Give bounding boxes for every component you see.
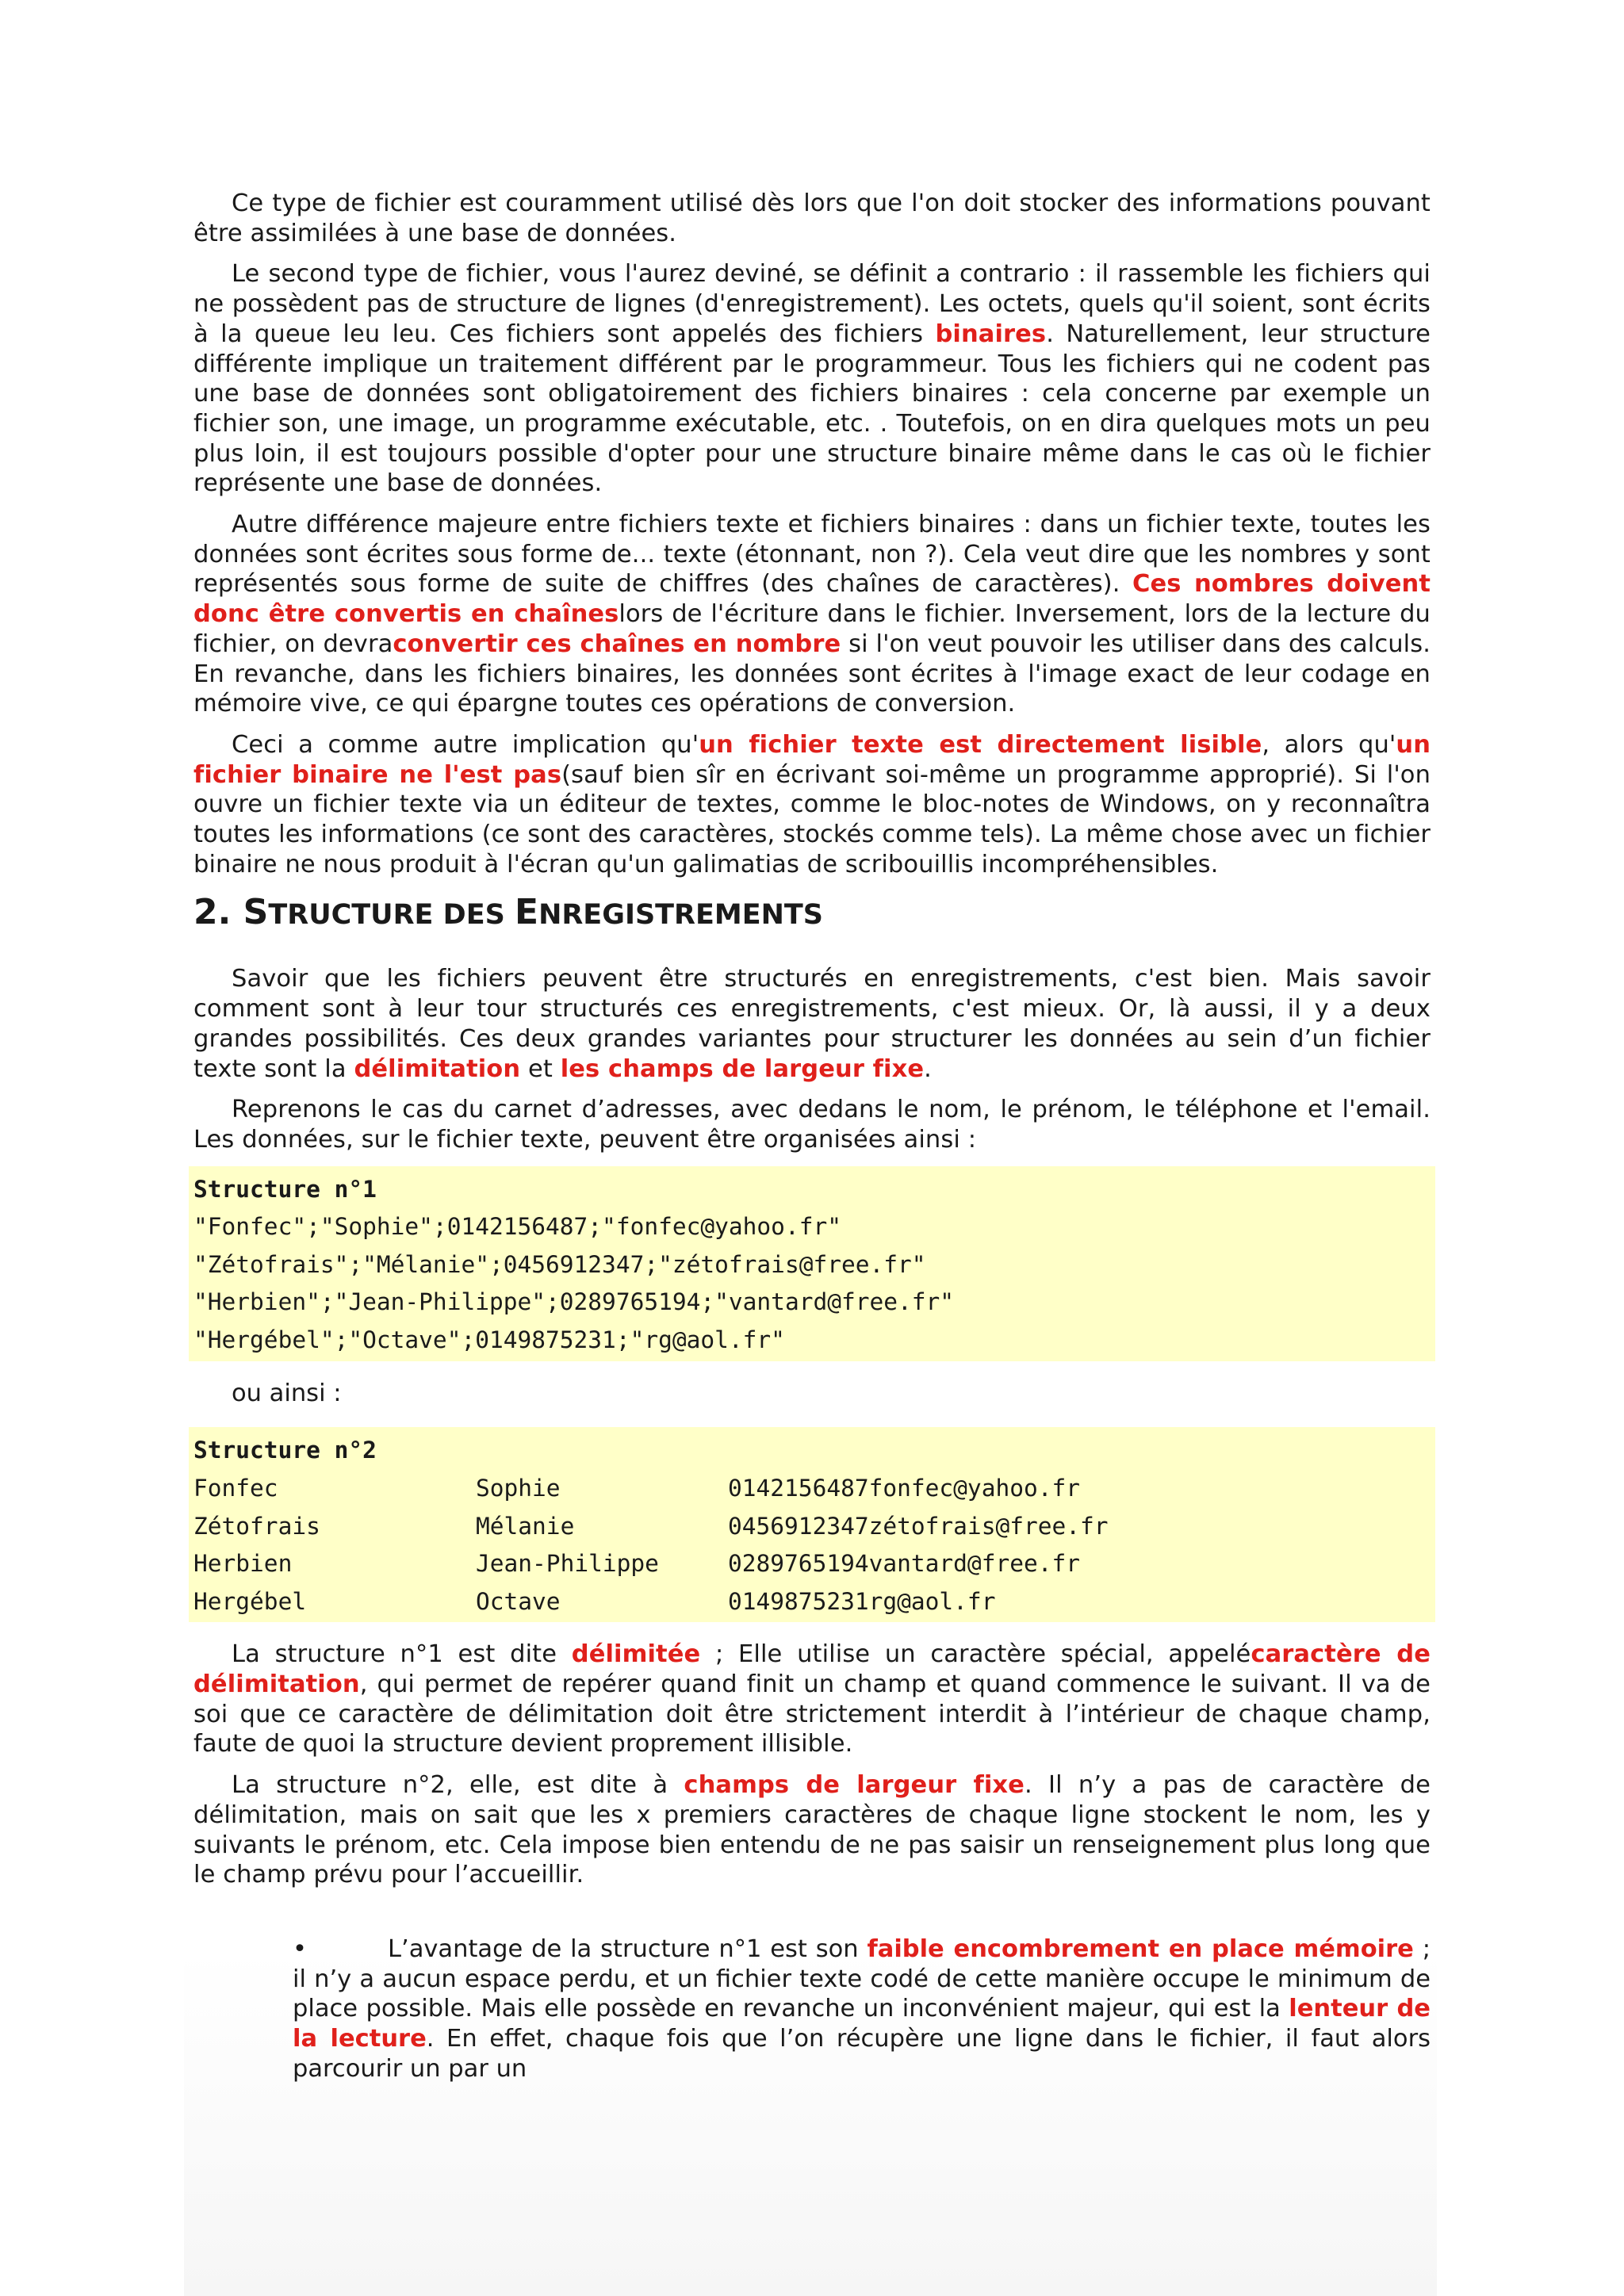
- paragraph: [193, 510, 1431, 719]
- text-run: L’avantage de la structure n°1 est son: [388, 1934, 868, 1963]
- code-row: [193, 1470, 1431, 1508]
- field-reste: 0456912347zétofrais@free.fr: [728, 1512, 1109, 1540]
- highlighted-term: Ces nombres doivent donc être convertis en chaînes: [193, 570, 1431, 629]
- text-run: (sauf bien sîr en écrivant soi-même un programme approprié). Si l'on ouvre un fichier texte via un éditeur de textes, comme le bloc-notes de Windows, on y reconnaîtra toutes les informations (ce sont des caractères, stockés comme tels). La même chose avec un fichier binaire ne nous produit à l'écran qu'un galimatias de scribouillis incompréhensibles.: [193, 760, 1431, 878]
- text-run: Ce type de fichier est couramment utilisé dès lors que l'on doit stocker des informations pouvant être assimilées à une base de données.: [193, 189, 1431, 247]
- code-line: "Fonfec";"Sophie";0142156487;"fonfec@yahoo.fr": [193, 1213, 841, 1241]
- section-number: 2.: [193, 892, 232, 933]
- structure2-title: Structure n°2: [193, 1437, 377, 1464]
- paragraph: [193, 189, 1431, 248]
- code-row: [193, 1583, 1431, 1621]
- field-prenom: Mélanie: [476, 1512, 575, 1540]
- field-reste: 0149875231rg@aol.fr: [728, 1587, 996, 1615]
- text-run: Ceci a comme autre implication qu': [232, 730, 699, 759]
- text-run: La structure n°2, elle, est dite à: [232, 1771, 684, 1800]
- text-run: ; Elle utilise un caractère spécial, appelé: [700, 1640, 1251, 1669]
- field-reste: 0142156487fonfec@yahoo.fr: [728, 1474, 1081, 1502]
- highlighted-term: délimitée: [571, 1640, 701, 1669]
- text-run: ; il n’y a aucun espace perdu, et un fichier texte codé de cette manière occupe le minimum de place possible. Mais elle possède en revanche un inconvénient majeur, qui est la: [293, 1934, 1431, 2023]
- highlighted-term: binaires: [935, 320, 1047, 348]
- paragraph: [193, 730, 1431, 880]
- intro-paragraphs: [193, 189, 1431, 879]
- field-prenom: Sophie: [476, 1474, 561, 1502]
- section-heading: [193, 890, 1431, 937]
- highlighted-term: caractère de délimitation: [193, 1640, 1431, 1699]
- field-prenom: Jean-Philippe: [476, 1550, 659, 1578]
- field-nom: Fonfec: [193, 1474, 278, 1502]
- text-run: . Naturellement, leur structure différente implique un traitement différent par le programmeur. Tous les fichiers qui ne codent pas une base de données sont obligatoirement des fichiers binaires : cela concerne par exemple un fichier son, une image, un programme exécutable, etc. . Toutefois, on en dira quelques mots un peu plus loin, il est toujours possible d'opter pour une structure binaire même dans le cas où le fichier représente une base de données.: [193, 320, 1431, 498]
- text-run: Savoir que les fichiers peuvent être structurés en enregistrements, c'est bien. Mais savoir comment sont à leur tour structurés ces enregistrements, c'est mieux. Or, là aussi, il y a deux grandes possibilités. Ces deux grandes variantes pour structurer les données au sein d’un fichier texte sont la: [193, 965, 1431, 1083]
- text-run: Reprenons le cas du carnet d’adresses, avec dedans le nom, le prénom, le téléphone et l'email. Les données, sur le fichier texte, peuvent être organisées ainsi :: [193, 1096, 1431, 1154]
- structure-paragraphs: [193, 964, 1431, 1154]
- highlighted-term: un fichier binaire ne l'est pas: [193, 730, 1431, 789]
- bullet-icon: •: [293, 1934, 307, 1963]
- ou-ainsi-text: ou ainsi :: [232, 1379, 342, 1407]
- highlighted-term: champs de largeur fixe: [684, 1771, 1025, 1800]
- code-row: [193, 1508, 1431, 1546]
- text-run: Le second type de fichier, vous l'aurez deviné, se définit a contrario : il rassemble les fichiers qui ne possèdent pas de structure de lignes (d'enregistrement). Les octets, quels qu'il soient, sont écrits à la queue leu leu. Ces fichiers sont appelés des fichiers: [193, 260, 1431, 348]
- highlighted-term: lenteur de la lecture: [293, 1995, 1431, 2053]
- code-row: [193, 1545, 1431, 1583]
- bullet-text: [293, 1935, 1431, 2083]
- field-nom: Zétofrais: [193, 1512, 320, 1540]
- paragraph: [193, 1770, 1431, 1890]
- field-nom: Herbien: [193, 1550, 293, 1578]
- section-title-part: TRUCTURE DES: [268, 899, 515, 932]
- paragraph: [193, 964, 1431, 1084]
- text-run: . En effet, chaque fois que l’on récupère une ligne dans le fichier, il faut alors parcourir un par un: [293, 2025, 1431, 2083]
- paragraph: [193, 1095, 1431, 1154]
- field-reste: 0289765194vantard@free.fr: [728, 1550, 1081, 1578]
- code-line: "Hergébel";"Octave";0149875231;"rg@aol.fr": [193, 1326, 785, 1354]
- field-nom: Hergébel: [193, 1587, 307, 1615]
- section-title-initial: S: [243, 892, 269, 933]
- text-run: , alors qu': [1262, 730, 1396, 759]
- section-title-initial: E: [515, 892, 539, 933]
- highlighted-term: faible encombrement en place mémoire: [867, 1934, 1414, 1963]
- highlighted-term: un fichier texte est directement lisible: [699, 730, 1262, 759]
- text-run: , qui permet de repérer quand finit un champ et quand commence le suivant. Il va de soi que ce caractère de délimitation doit être strictement interdit à l’intérieur de chaque champ, faute de quoi la structure devient proprement illisible.: [193, 1670, 1431, 1758]
- bullet-item: [293, 1934, 1431, 2084]
- field-prenom: Octave: [476, 1587, 561, 1615]
- document-content: [193, 189, 1431, 2084]
- text-run: et: [520, 1054, 561, 1083]
- paragraph: [193, 1640, 1431, 1759]
- paragraph: [193, 259, 1431, 499]
- text-run: . Il n’y a pas de caractère de délimitation, mais on sait que les x premiers caractères de chaque ligne stockent le nom, les y suivants le prénom, etc. Cela impose bien entendu de ne pas saisir un renseignement plus long que le champ prévu pour l’accueillir.: [193, 1771, 1431, 1889]
- code-line: "Zétofrais";"Mélanie";0456912347;"zétofrais@free.fr": [193, 1250, 926, 1278]
- highlighted-term: convertir ces chaînes en nombre: [393, 629, 841, 658]
- code-line: "Herbien";"Jean-Philippe";0289765194;"vantard@free.fr": [193, 1288, 955, 1316]
- text-run: si l'on veut pouvoir les utiliser dans des calculs. En revanche, dans les fichiers binaires, les données sont écrites à l'image exact de leur codage en mémoire vive, ce qui épargne toutes ces opérations de conversion.: [193, 629, 1431, 718]
- structure1-title: Structure n°1: [193, 1175, 377, 1203]
- explanation-paragraphs: [193, 1640, 1431, 1890]
- highlighted-term: délimitation: [354, 1054, 521, 1083]
- text-run: La structure n°1 est dite: [232, 1640, 572, 1669]
- section-title-part: NREGISTREMENTS: [538, 899, 824, 932]
- text-run: .: [924, 1054, 932, 1083]
- highlighted-term: les champs de largeur fixe: [560, 1054, 925, 1083]
- structure2-code-block: [189, 1427, 1435, 1622]
- text-run: Autre différence majeure entre fichiers texte et fichiers binaires : dans un fichier texte, toutes les données sont écrites sous forme de... texte (étonnant, non ?). Cela veut dire que les nombres y sont représentés sous forme de suite de chiffres (des chaînes de caractères).: [193, 511, 1431, 599]
- structure1-code-block: [189, 1166, 1435, 1361]
- text-run: lors de l'écriture dans le fichier. Inversement, lors de la lecture du fichier, on devra: [193, 600, 1431, 658]
